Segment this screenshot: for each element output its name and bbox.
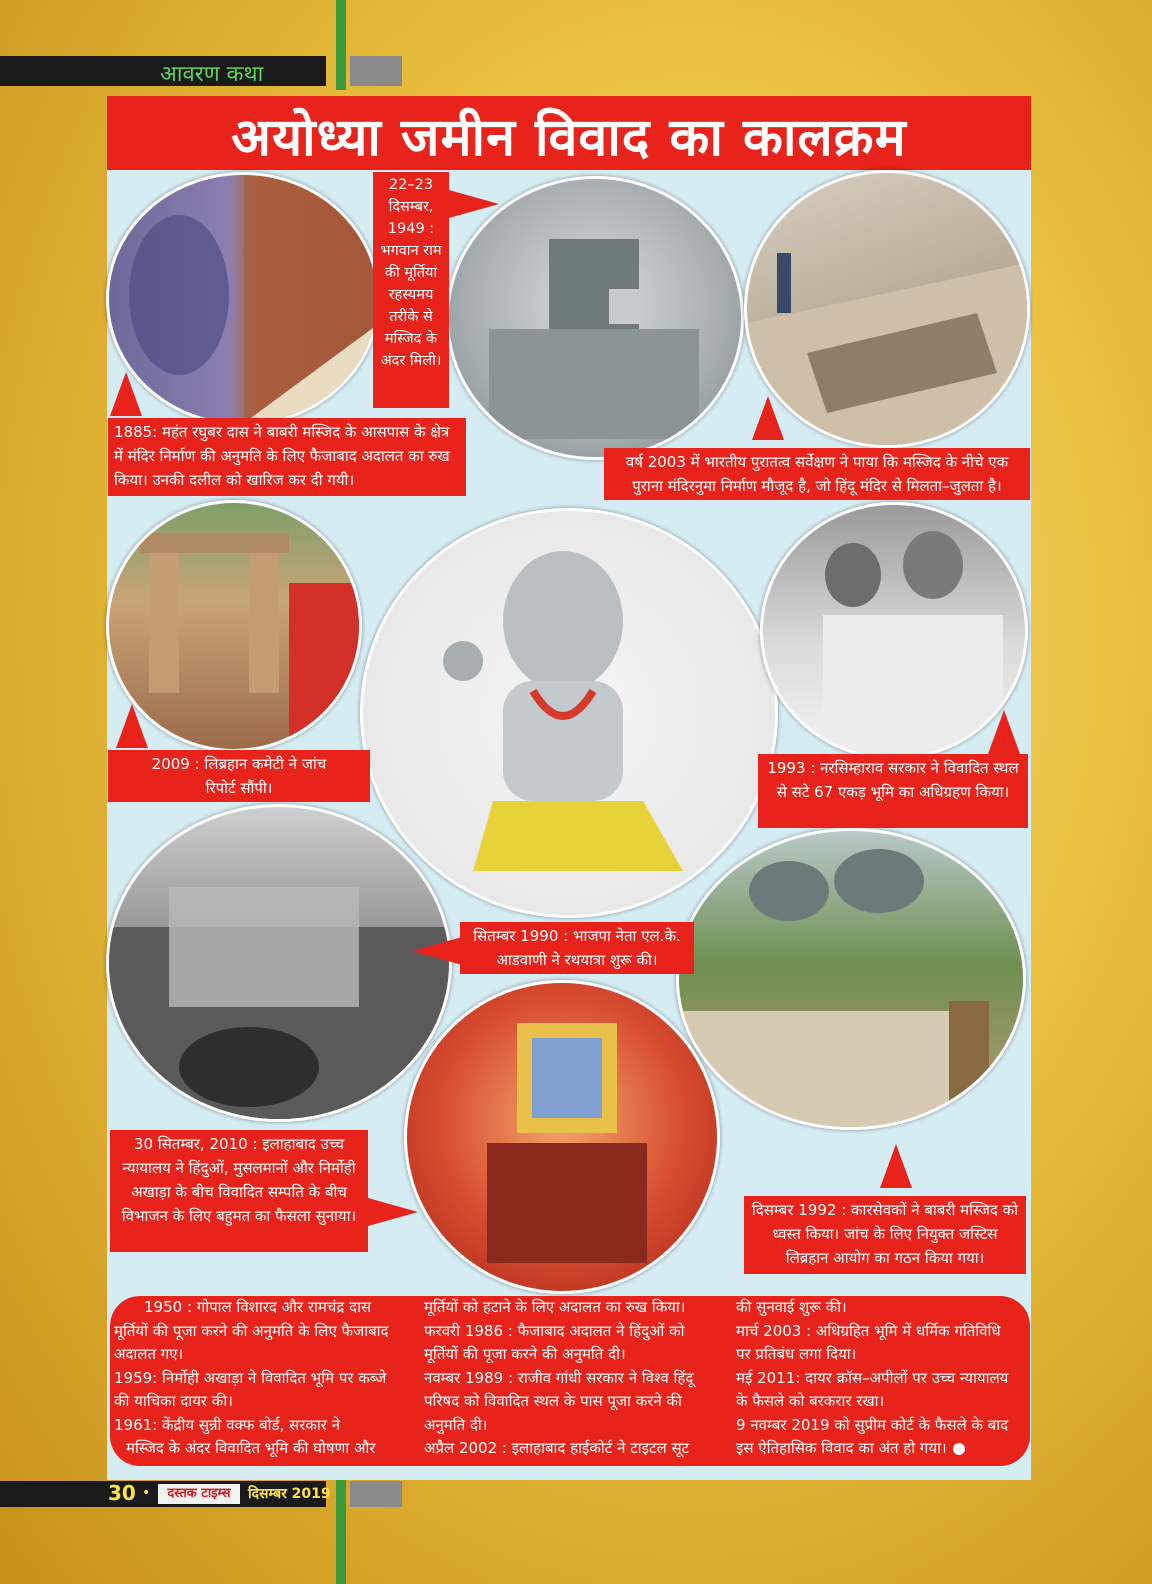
header-green-stripe [336, 0, 346, 90]
timeline-line: मार्च 2003 : अधिग्रहित भूमि में धर्मिक गतिविधि [736, 1321, 1001, 1340]
caption-2003: वर्ष 2003 में भारतीय पुरातत्व सर्वेक्षण ने पाया कि मस्जिद के नीचे एक पुराना मंदिरनुमा निर्माण मौजूद है, जो हिंदू मंदिर से मिलता–जुलता है। [604, 448, 1030, 500]
timeline-line: की याचिका दायर की। [114, 1392, 233, 1410]
timeline-column-1 [114, 1296, 414, 1461]
timeline-line: पर प्रतिबंध लगा दिया। [736, 1345, 857, 1363]
timeline-line: के फैसले को बरकरार रखा। [736, 1392, 885, 1410]
photo-temple-carving [106, 172, 380, 426]
timeline-line: 1961: केंद्रीय सुन्नी वक्फ बोर्ड, सरकार ने [114, 1415, 341, 1434]
page-title: अयोध्या जमीन विवाद का कालक्रम [231, 108, 907, 168]
timeline-line: मई 2011: दायर क्रॉस–अपीलों पर उच्च न्यायालय [736, 1368, 1009, 1387]
photo-asi-excavation [744, 170, 1030, 448]
section-grey-block [350, 56, 402, 86]
timeline-line: नवम्बर 1989 : राजीव गांधी सरकार ने विश्व हिंदू [424, 1368, 694, 1387]
section-label: आवरण कथा [160, 62, 264, 87]
caption-2010: 30 सितम्बर, 2010 : इलाहाबाद उच्च न्यायालय ने हिंदुओं, मुसलमानों और निर्मोही अखाड़ा के बीच विवादित सम्पति के बीच विभाजन के लिए बहुमत का फैसला सुनाया। [110, 1130, 368, 1252]
arrow-2009 [116, 704, 148, 748]
timeline-line: फरवरी 1986 : फैजाबाद अदालत ने हिंदुओं को [424, 1321, 685, 1340]
timeline-line: मस्जिद के अंदर विवादित भूमि की घोषणा और [126, 1439, 376, 1457]
magazine-logo: दस्तक टाइम्स [158, 1484, 240, 1504]
arrow-2010 [368, 1198, 418, 1226]
end-bullet-icon [953, 1443, 965, 1455]
arrow-2003 [752, 396, 784, 440]
timeline-line: अदालत गए। [114, 1345, 184, 1363]
timeline-line: 9 नवम्बर 2019 को सुप्रीम कोर्ट के फैसले के बाद [736, 1415, 1009, 1434]
caption-1949: 22–23 दिसम्बर, 1949 : भगवान राम की मूर्तियां रहस्यमय तरीके से मस्जिद के अंदर मिली। [373, 172, 449, 408]
arrow-1949 [449, 190, 499, 218]
timeline-column-2 [424, 1296, 724, 1461]
arrow-1993 [988, 710, 1020, 754]
timeline-column-3 [736, 1296, 1026, 1461]
caption-1993: 1993 : नरसिम्हाराव सरकार ने विवादित स्थल से सटे 67 एकड़ भूमि का अधिग्रहण किया। [758, 754, 1028, 828]
caption-1990: सितम्बर 1990 : भाजपा नेता एल.के. आडवाणी ने रथयात्रा शुरू की। [460, 922, 694, 974]
timeline-line: अनुमति दी। [424, 1415, 488, 1434]
timeline-line: अप्रैल 2002 : इलाहाबाद हाईकोर्ट ने टाइटल सूट [424, 1439, 690, 1457]
issue-date: दिसम्बर 2019 [248, 1486, 331, 1502]
timeline-line: इस ऐतिहासिक विवाद का अंत हो गया। [736, 1439, 947, 1457]
timeline-line: मूर्तियों की पूजा करने की अनुमति दी। [424, 1345, 626, 1363]
photo-idols-inside-mosque [446, 176, 744, 460]
photo-ram-lalla-idol [360, 508, 778, 918]
timeline-line: मूर्तियों को हटाने के लिए अदालत का रुख किया। [424, 1298, 686, 1316]
timeline-line: की सुनवाई शुरू की। [736, 1298, 847, 1316]
arrow-1990 [412, 937, 462, 965]
timeline-last-line-wrap [736, 1437, 1026, 1461]
photo-rathyatra-crowd [106, 804, 452, 1122]
caption-1885: 1885: महंत रघुबर दास ने बाबरी मस्जिद के आसपास के क्षेत्र में मंदिर निर्माण की अनुमति के लिए फैजाबाद अदालत का रुख किया। उनकी दलील को खारिज कर दी गयी। [108, 418, 466, 496]
timeline-line: परिषद को विवादित स्थल के पास पूजा करने की [424, 1392, 682, 1410]
photo-ramlalla-shrine [404, 980, 720, 1294]
timeline-line: 1950 : गोपाल विशारद और रामचंद्र दास [144, 1298, 372, 1316]
footer-green-stripe [336, 1480, 346, 1584]
timeline-line: 1959: निर्मोही अखाड़ा ने विवादित भूमि पर कब्जे [114, 1368, 387, 1387]
arrow-1885 [110, 372, 142, 416]
footer-bullet: • [142, 1485, 151, 1501]
caption-1992: दिसम्बर 1992 : कारसेवकों ने बाबरी मस्जिद को ध्वस्त किया। जांच के लिए नियुक्त जस्टिस लिब्रहान आयोग का गठन किया गया। [744, 1196, 1026, 1274]
page-number: 30 [108, 1481, 136, 1505]
footer-grey-block [350, 1481, 402, 1507]
timeline-line: मूर्तियों की पूजा करने की अनुमति के लिए फैजाबाद [114, 1321, 389, 1340]
caption-2009: 2009 : लिब्रहान कमेटी ने जांच रिपोर्ट सौंपी। [108, 750, 370, 802]
arrow-1992 [880, 1144, 912, 1188]
photo-babri-mosque-fence [676, 828, 1026, 1130]
